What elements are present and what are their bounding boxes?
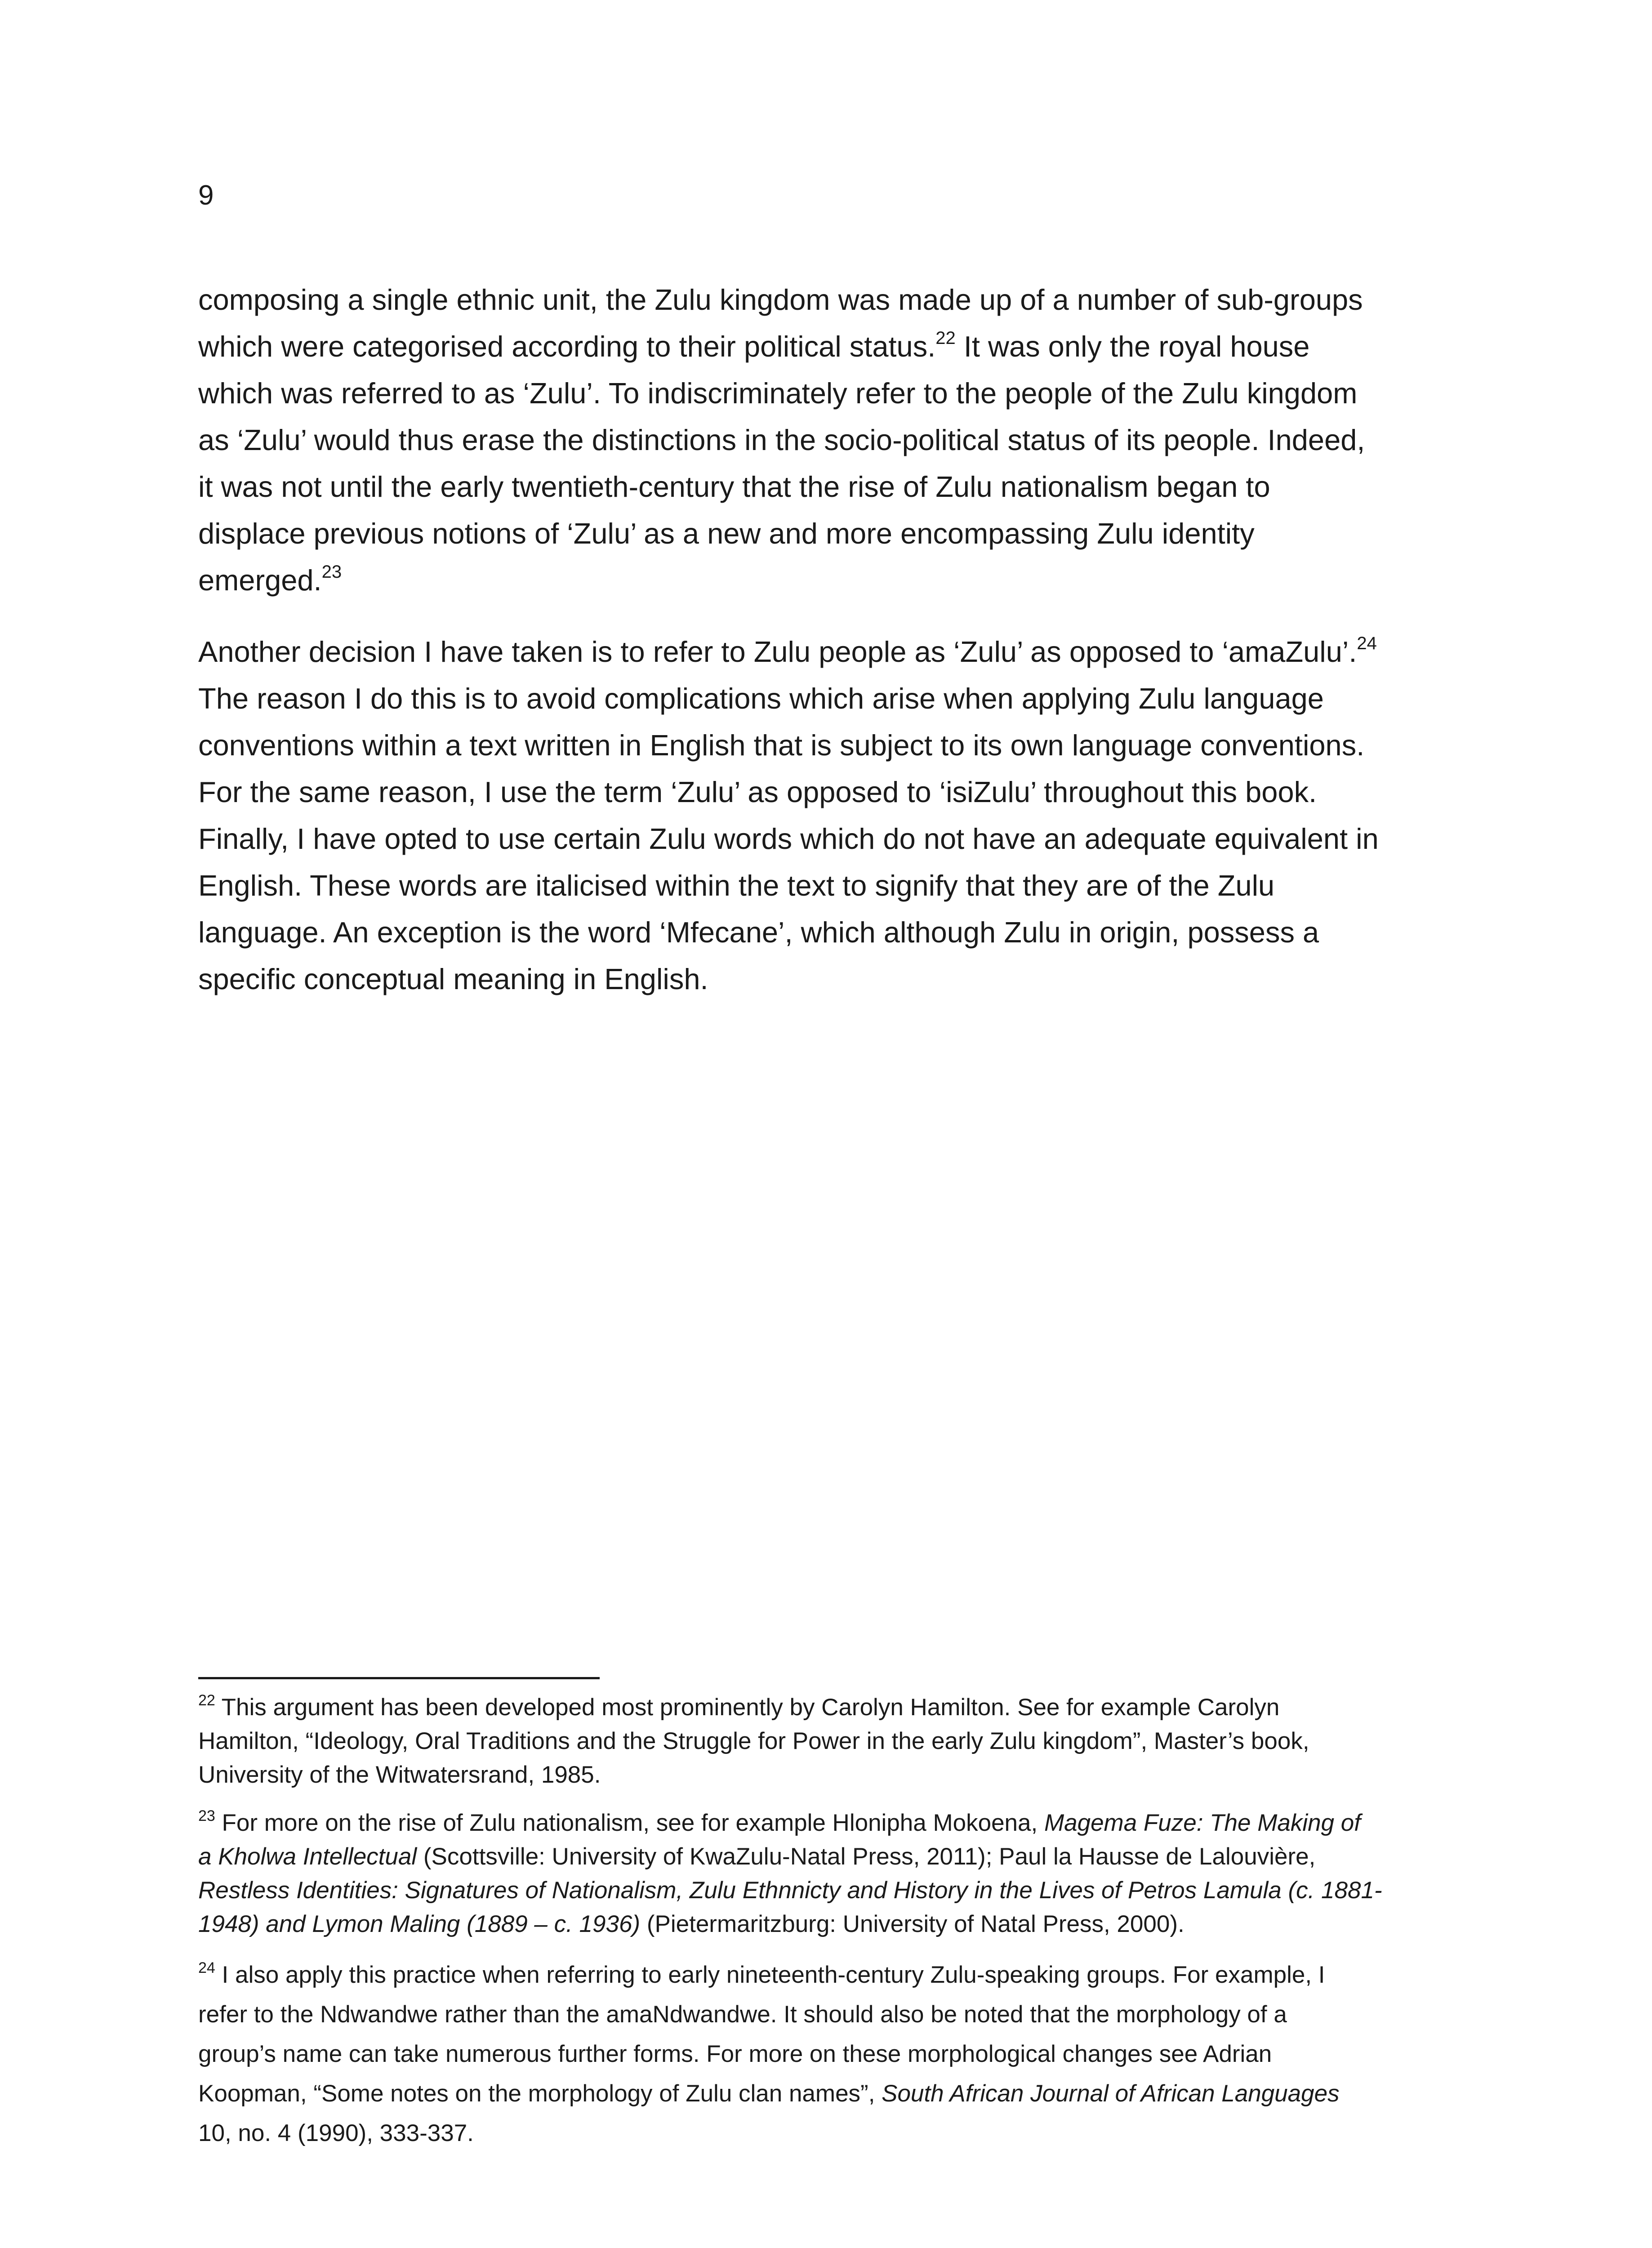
footnote-line: Hamilton, “Ideology, Oral Traditions and the Struggle for Power in the early Zulu kingdom”, Master’s book,: [198, 1728, 1309, 1754]
text-line: composing a single ethnic unit, the Zulu kingdom was made up of a number of sub-groups: [198, 283, 1363, 316]
footnote-line: University of the Witwatersrand, 1985.: [198, 1762, 601, 1788]
footnote-line: [198, 1840, 1470, 1873]
text-line: language. An exception is the word ‘Mfecane’, which although Zulu in origin, possess a: [198, 916, 1319, 949]
footnote-ref-23[interactable]: 23: [321, 562, 342, 582]
footnote-line: [198, 1806, 1470, 1840]
text-span: This argument has been developed most prominently by Carolyn Hamilton. See for example Carolyn: [215, 1694, 1280, 1721]
text-line: as ‘Zulu’ would thus erase the distinctions in the socio-political status of its people. Indeed,: [198, 424, 1365, 456]
paragraph-2: [198, 629, 1470, 1003]
italic-title: 1948) and Lymon Maling (1889 – c. 1936): [198, 1911, 641, 1937]
text-line: which was referred to as ‘Zulu’. To indiscriminately refer to the people of the Zulu kingdom: [198, 377, 1358, 410]
text-span: I also apply this practice when referring to early nineteenth-century Zulu-speaking groups. For example, I: [215, 1962, 1325, 1988]
text-span: It was only the royal house: [955, 330, 1310, 363]
text-span: For more on the rise of Zulu nationalism, see for example Hlonipha Mokoena,: [215, 1810, 1044, 1836]
footnote-ref-22[interactable]: 22: [935, 328, 956, 348]
footnote-line: group’s name can take numerous further forms. For more on these morphological changes see Adrian: [198, 2041, 1272, 2067]
text-span: which were categorised according to their political status.: [198, 330, 936, 363]
text-line: For the same reason, I use the term ‘Zulu’ as opposed to ‘isiZulu’ throughout this book.: [198, 776, 1317, 808]
text-span: (Scottsville: University of KwaZulu-Natal Press, 2011); Paul la Hausse de Lalouvière,: [417, 1843, 1316, 1870]
body-text: [198, 277, 1470, 1027]
footnotes: [198, 1690, 1470, 2168]
italic-title: Restless Identities: Signatures of Nationalism, Zulu Ethnnicty and History in the Lives of Petros Lamula (c. 1881-: [198, 1877, 1382, 1904]
text-line: Finally, I have opted to use certain Zulu words which do not have an adequate equivalent in: [198, 822, 1379, 855]
text-line: [198, 323, 1470, 370]
italic-title: South African Journal of African Languages: [882, 2080, 1340, 2107]
footnote-line: [198, 1955, 1470, 1995]
footnote-line: [198, 1690, 1470, 1724]
footnote-line: 10, no. 4 (1990), 333-337.: [198, 2120, 474, 2146]
footnote-24: [198, 1955, 1470, 2153]
text-span: emerged.: [198, 564, 322, 597]
text-line: English. These words are italicised within the text to signify that they are of the Zulu: [198, 869, 1275, 902]
italic-title: Magema Fuze: The Making of: [1044, 1810, 1361, 1836]
text-span: Another decision I have taken is to refer to Zulu people as ‘Zulu’ as opposed to ‘amaZulu’.: [198, 635, 1357, 668]
footnote-line: [198, 1907, 1470, 1941]
footnote-22: [198, 1690, 1470, 1792]
text-line: specific conceptual meaning in English.: [198, 963, 708, 995]
text-line: The reason I do this is to avoid complications which arise when applying Zulu language: [198, 682, 1324, 715]
text-line: [198, 557, 1470, 604]
footnote-separator: [198, 1677, 600, 1679]
footnote-number: 23: [198, 1807, 215, 1824]
italic-title: a Kholwa Intellectual: [198, 1843, 417, 1870]
footnote-line: refer to the Ndwandwe rather than the amaNdwandwe. It should also be noted that the morphology of a: [198, 2001, 1287, 2028]
text-line: [198, 629, 1470, 675]
footnote-ref-24[interactable]: 24: [1357, 633, 1377, 653]
footnote-23: [198, 1806, 1470, 1941]
footnote-line: [198, 2074, 1470, 2114]
paragraph-1: [198, 277, 1470, 604]
footnote-line: [198, 1873, 1470, 1907]
page-number: 9: [198, 180, 214, 211]
footnote-number: 22: [198, 1692, 215, 1709]
footnote-number: 24: [198, 1959, 215, 1976]
text-span: (Pietermaritzburg: University of Natal Press, 2000).: [640, 1911, 1184, 1937]
text-line: conventions within a text written in English that is subject to its own language conventions.: [198, 729, 1365, 762]
text-line: it was not until the early twentieth-century that the rise of Zulu nationalism began to: [198, 470, 1270, 503]
text-line: displace previous notions of ‘Zulu’ as a new and more encompassing Zulu identity: [198, 517, 1255, 550]
text-span: Koopman, “Some notes on the morphology of Zulu clan names”,: [198, 2080, 882, 2107]
